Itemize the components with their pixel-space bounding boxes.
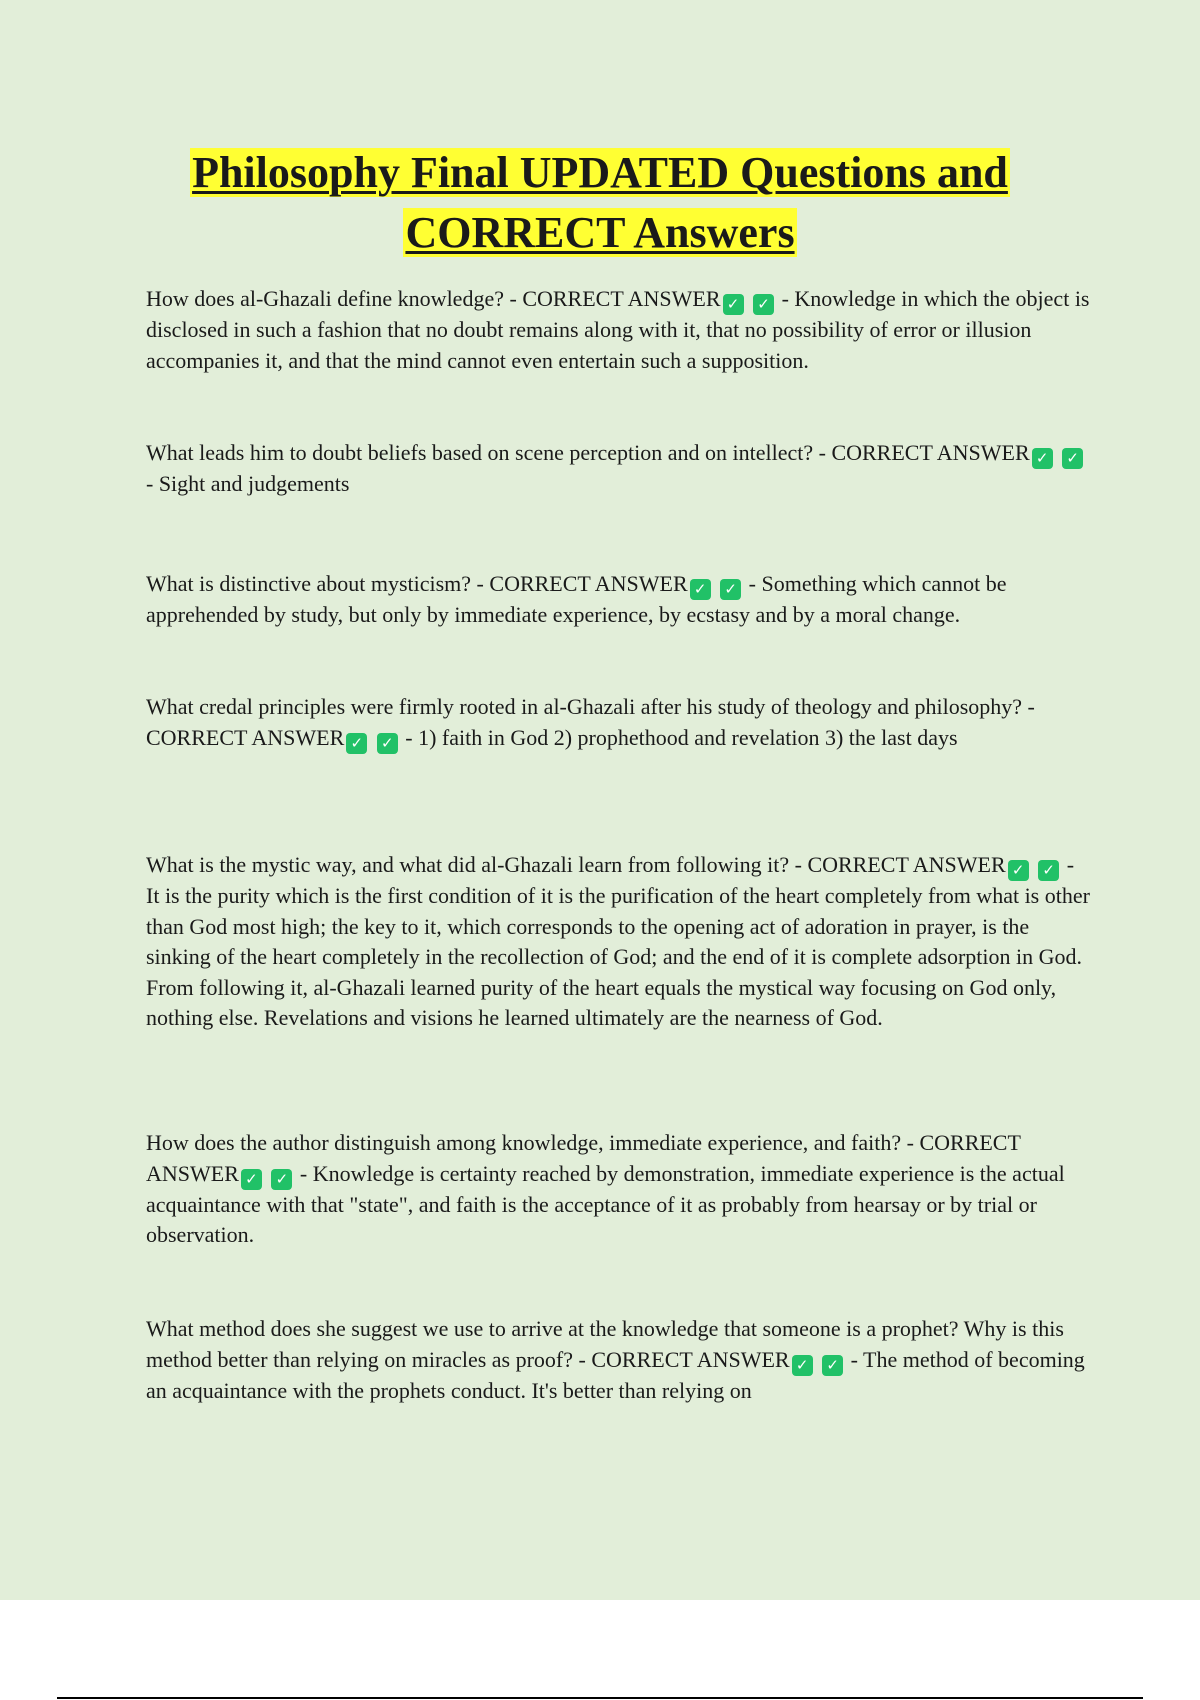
green-checkmark-icon: ✓	[1032, 448, 1053, 469]
green-checkmark-icon: ✓	[1008, 860, 1029, 881]
green-checkmark-icon: ✓	[346, 733, 367, 754]
answer-text: - Knowledge is certainty reached by demonstration, immediate experience is the actual acquaintance with that "state", and faith is the acceptance of it as probably from hearsay or by trial or observation.	[146, 1160, 1065, 1247]
green-checkmark-icon: ✓	[822, 1355, 843, 1376]
green-checkmark-icon: ✓	[723, 294, 744, 315]
qa-item	[146, 284, 1092, 376]
green-checkmark-icon: ✓	[690, 579, 711, 600]
answer-text: - It is the purity which is the first condition of it is the purification of the heart completely from what is other than God most high; the key to it, which corresponds to the opening act of adoration in prayer, is the sinking of the heart completely in the recollection of God; and the end of it is complete adsorption in God. From following it, al-Ghazali learned purity of the heart equals the mystical way focusing on God only, nothing else. Revelations and visions he learned ultimately are the nearness of God.	[146, 852, 1090, 1030]
green-checkmark-icon: ✓	[271, 1169, 292, 1190]
green-checkmark-icon: ✓	[753, 294, 774, 315]
qa-item	[146, 569, 1092, 631]
question-text: How does the author distinguish among knowledge, immediate experience, and faith? -	[146, 1130, 920, 1155]
qa-item	[146, 850, 1092, 1034]
title-line-2: CORRECT Answers	[405, 208, 795, 257]
green-checkmark-icon: ✓	[1062, 448, 1083, 469]
answer-marker: CORRECT ANSWER	[831, 440, 1030, 465]
question-text: What is distinctive about mysticism? -	[146, 571, 490, 596]
qa-item	[146, 1314, 1092, 1406]
green-checkmark-icon: ✓	[720, 579, 741, 600]
answer-marker: CORRECT ANSWER	[489, 571, 688, 596]
question-text: What leads him to doubt beliefs based on scene perception and on intellect? -	[146, 440, 832, 465]
answer-text: - The method of becoming an acquaintance with the prophets conduct. It's better than relying on	[146, 1346, 1085, 1403]
qa-item	[146, 1128, 1092, 1251]
answer-marker: CORRECT ANSWER	[807, 852, 1006, 877]
green-checkmark-icon: ✓	[1038, 860, 1059, 881]
question-text: How does al-Ghazali define knowledge? -	[146, 286, 523, 311]
answer-text: - Something which cannot be apprehended by study, but only by immediate experience, by ecstasy and by a moral change.	[146, 571, 1007, 627]
qa-item	[146, 438, 1092, 500]
question-text: What method does she suggest we use to arrive at the knowledge that someone is a prophet? Why is this method better than relying on miracles as proof? -	[146, 1316, 1064, 1372]
footer-divider	[57, 1697, 1143, 1699]
answer-text: - 1) faith in God 2) prophethood and revelation 3) the last days	[399, 724, 958, 750]
answer-text: - Knowledge in which the object is disclosed in such a fashion that no doubt remains along with it, that no possibility of error or illusion accompanies it, and that the mind cannot even entertain such a supposition.	[146, 286, 1090, 373]
green-checkmark-icon: ✓	[792, 1355, 813, 1376]
answer-marker: CORRECT ANSWER	[591, 1346, 790, 1372]
answer-text: - Sight and judgements	[146, 471, 350, 496]
answer-marker: CORRECT ANSWER	[146, 724, 345, 750]
green-checkmark-icon: ✓	[377, 733, 398, 754]
answer-marker: CORRECT ANSWER	[146, 1130, 1021, 1186]
title-line-1: Philosophy Final UPDATED Questions and	[192, 148, 1008, 197]
answer-marker: CORRECT ANSWER	[522, 286, 721, 311]
question-text: What is the mystic way, and what did al-Ghazali learn from following it? -	[146, 852, 808, 877]
qa-item	[146, 692, 1092, 754]
document-title	[0, 143, 1200, 263]
green-checkmark-icon: ✓	[241, 1169, 262, 1190]
question-text: What credal principles were firmly rooted in al-Ghazali after his study of theology and philosophy? -	[146, 694, 1035, 719]
